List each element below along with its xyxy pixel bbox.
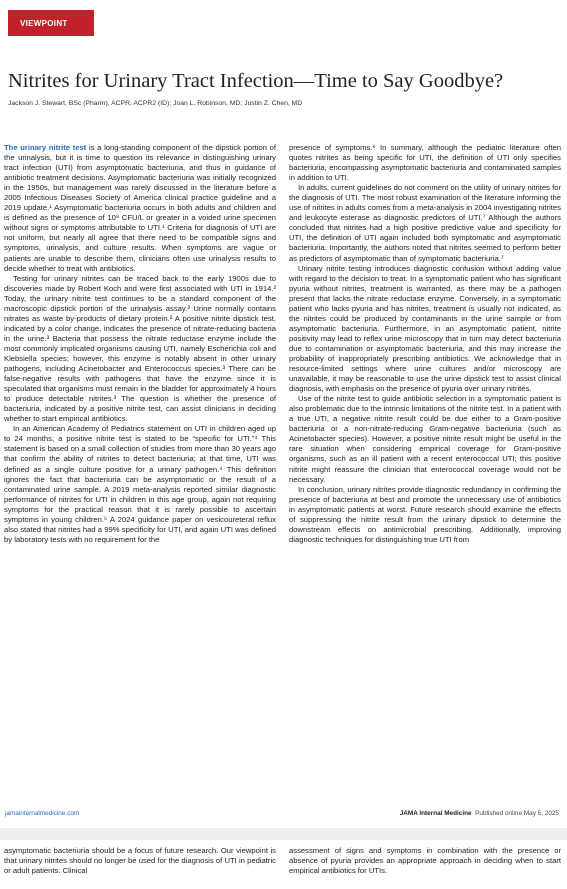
continuation-left: asymptomatic bacteriuria should be a focus of future research. Our viewpoint is that urinary nitrites should no longer be used for the diagnosis of UTI in pediatric or adult patients. Clinical xyxy=(4,846,276,876)
author-list: Jackson J. Stewart, BSc (Pharm), ACPR, ACPR2 (ID); Joan L. Robinson, MD; Justin Z. Chen, MD xyxy=(8,100,303,107)
paragraph-text: is a long-standing component of the dipstick portion of the urinalysis, but it is time to question its relevance in distinguishing urinary tract infection (UTI) from asymptomatic bacteriuria, and thus in guidance of antibiotic treatment decisions. Asymptomatic bacteriuria was initially recognized in the 1950s, but management was rarely discussed in the literature before a 2005 Infectious Diseases Society of America clinical practice guideline and a 2019 update.¹ Asymptomatic bacteriuria occurs in both adults and children and is defined as the presence of 10⁸ CFU/L or greater in a voided urine specimen without signs or symptoms attributable to UTI.¹ Criteria for diagnosis of UTI are not uniform, but nearly all agree that there need to be compatible signs and symptoms, urinalysis, and culture results. When symptoms are vague or patients are unable to describe them, clinicians often use urinalysis results to decide whether to treat with antibiotics. xyxy=(4,143,276,273)
article-title: Nitrites for Urinary Tract Infection—Time to Say Goodbye? xyxy=(8,70,504,92)
page-divider xyxy=(0,828,567,840)
paragraph: Testing for urinary nitrites can be traced back to the early 1900s due to discoveries made by Robert Koch and were first associated with UTI in 1914.² Today, the urinary nitrite test continues to be a standard component of the macroscopic dipstick portion of the urinalysis assay.³ Urine normally contains nitrates as waste by-products of dietary protein.² A positive nitrite dipstick test, indicated by a color change, indicates the presence of nitrate-reducing bacteria in the urine.³ Bacteria that possess the nitrate reductase enzyme include the most commonly implicated organisms causing UTI, namely Escherichia coli and Klebsiella species; however, this enzyme is notably absent in other urinary pathogens, including Acinetobacter and Enterococcus species.³ There can be false-negative results with pathogens that have the enzyme since it is speculated that organisms must remain in the bladder for approximately 4 hours to produce detectable nitrites.³ The question is whether the presence of bacteriuria, indicated by a positive nitrite test, can assist clinicians in deciding whether to start empirical antibiotics. xyxy=(4,273,276,424)
publication-info xyxy=(400,810,559,817)
paragraph: Urinary nitrite testing introduces diagnostic confusion without adding value with regard to the decision to treat. In a symptomatic patient who has significant pyuria without nitrites, treatment is warranted, as there may be a pathogen present that lacks the nitrate reductase enzyme. Conversely, in a symptomatic patient who lacks pyuria and has nitrites, treatment is usually not indicated, as the nitrites could be produced by contaminants in the urine sample or from asymptomatic bacteriuria. Furthermore, in an asymptomatic patient, nitrite positivity may lead to reflex urine microscopy that in turn may detect bacteriuria due to contamination or asymptomatic bacteriuria, and this may increase the probability of inappropriately prescribing antibiotics. We acknowledge that in resource-limited settings where urine cultures and/or microscopy are unavailable, it may be reasonable to use the urine dipstick test to assist clinical diagnosis, with emphasis on the presence of pyuria over urinary nitrites. xyxy=(289,263,561,394)
paragraph: Use of the nitrite test to guide antibiotic selection in a symptomatic patient is also problematic due to the intrinsic limitations of the nitrite test. In a patient with a true UTI, a negative nitrite result could be due either to a Gram-positive bacteriuria or a non-nitrate-reducing Gram-negative bacteriuria (such as Acinetobacter species). However, a positive nitrite result might be useful in the rare situation when considering empirical coverage for Gram-positive organisms, such as an ill patient with a recent enterococcal UTI; this positive nitrite might reassure the clinician that enterococcal coverage would not be necessary. xyxy=(289,394,561,484)
paragraph: In an American Academy of Pediatrics statement on UTI in children aged up to 24 months, a positive nitrite test is stated to be “specific for UTI.”⁴ This statement is based on a small collection of studies from more than 30 years ago that confirm the ability of nitrites to detect bacteriuria; at that time, UTI was defined as a single culture positive for a urinary pathogen.⁴ This definition ignores the fact that bacteriuria can be asymptomatic or the result of a contaminated urine sample. A 2019 meta-analysis reported similar diagnostic performance of nitrites for UTI in children in this age group, again not requiring symptoms for the practical reason that it is rarely possible to ascertain symptoms in young children.⁵ A 2024 guidance paper on vesicoureteral reflux also stated that nitrites had a 99% specificity for UTI, and again UTI was defined by laboratory tests with no requirement for the xyxy=(4,424,276,544)
publish-date: Published online May 5, 2025 xyxy=(475,810,559,817)
paragraph: In conclusion, urinary nitrites provide diagnostic redundancy in confirming the presence of bacteriuria at best and promote the unnecessary use of antibiotics in asymptomatic patients at worst. Future research should examine the effects of suppressing the nitrite result from the urinary dipstick to determine the downstream effects on antimicrobial prescribing. Additionally, improving diagnostic techniques for distinguishing true UTI from xyxy=(289,484,561,544)
paragraph: presence of symptoms.⁶ In summary, although the pediatric literature often quotes nitrites as being specific for UTI, the definition of UTI only specifies bacteriuria, encompassing asymptomatic bacteriuria and contaminated samples in addition to UTI. xyxy=(289,143,561,183)
paragraph: In adults, current guidelines do not comment on the utility of urinary nitrites for the diagnosis of UTI. The most robust examination of the literature informing the use of nitrites in adults comes from a meta-analysis in 2004 investigating nitrites and leukocyte esterase as diagnostic predictors of UTI.⁷ Although the authors concluded that nitrites had a high positive predictive value and specificity for UTI, the definition of UTI again included both symptomatic and asymptomatic bacteriuria. Importantly, the authors noted that nitrites seemed to perform better as predictors of asymptomatic than of symptomatic bacteriuria.⁷ xyxy=(289,183,561,263)
website-link[interactable]: jamainternalmedicine.com xyxy=(5,810,80,817)
page-footer xyxy=(0,808,567,822)
paragraph xyxy=(4,143,276,274)
right-column xyxy=(289,143,561,545)
left-column xyxy=(4,143,276,545)
lead-in: The urinary nitrite test xyxy=(4,143,87,152)
journal-name: JAMA Internal Medicine xyxy=(399,810,472,817)
continuation-right: assessment of signs and symptoms in combination with the presence or absence of pyuria provides an appropriate approach in deciding when to start empirical antibiotics for UTIs. xyxy=(289,846,561,876)
section-badge: VIEWPOINT xyxy=(8,10,94,36)
